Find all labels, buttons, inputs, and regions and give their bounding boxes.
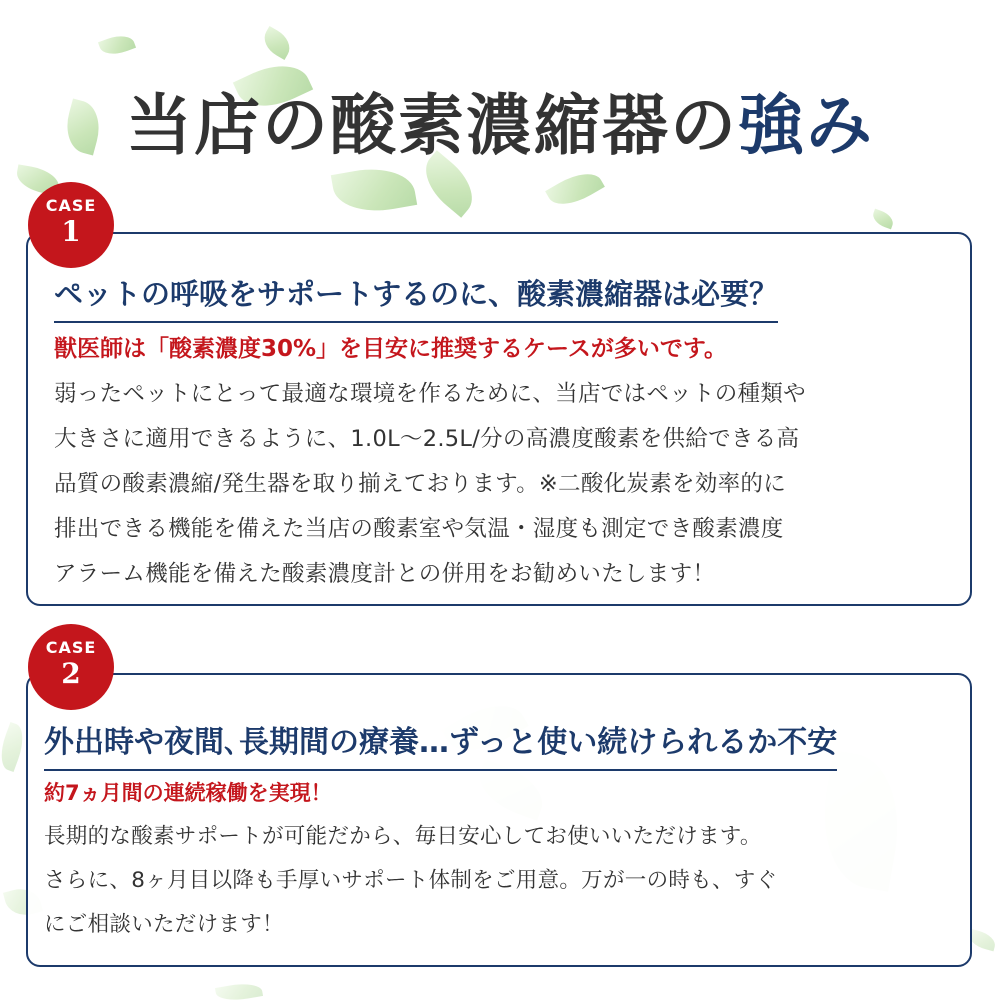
case-2-badge-label: CASE (45, 638, 97, 657)
case-1-heading: ペットの呼吸をサポートするのに、酸素濃縮器は必要？ (54, 272, 778, 323)
case-1-card (26, 232, 972, 606)
case-2-badge (28, 624, 114, 710)
case-1-body-line: 品質の酸素濃縮/発生器を取り揃えております。※二酸化炭素を効率的に (54, 471, 787, 497)
case-2-body-line: にご相談いただけます！ (44, 912, 284, 937)
leaf-decoration (0, 722, 29, 772)
page-title-main: 当店の酸素濃縮器の (126, 86, 738, 164)
case-2-body-line: 長期的な酸素サポートが可能だから、毎日安心してお使いいただけます。 (44, 824, 762, 849)
case-2-heading: 外出時や夜間､長期間の療養…ずっと使い続けられるか不安 (44, 717, 837, 771)
leaf-decoration (545, 164, 605, 214)
case-1-badge-number: 1 (61, 215, 81, 248)
page-title (0, 72, 1000, 167)
case-1-badge-label: CASE (45, 196, 97, 215)
case-1-body-line: 弱ったペットにとって最適な環境を作るために、当店ではペットの種類や (54, 381, 806, 407)
case-1-body-line: 大きさに適用できるように、1.0L〜2.5L/分の高濃度酸素を供給できる高 (54, 426, 800, 452)
leaf-decoration (98, 31, 136, 60)
page-title-accent: 強み (738, 86, 874, 164)
case-1-badge (28, 182, 114, 268)
case-1-body-line: 排出できる機能を備えた当店の酸素室や気温・湿度も測定でき酸素濃度 (54, 516, 784, 542)
case-1-body (54, 372, 954, 597)
leaf-decoration (215, 980, 263, 1004)
case-1-highlight: 獣医師は「酸素濃度30%」を目安に推奨するケースが多いです。 (54, 336, 728, 362)
leaf-decoration (331, 161, 417, 218)
case-2-body (44, 815, 964, 947)
case-1-body-line: アラーム機能を備えた酸素濃度計との併用をお勧めいたします！ (54, 561, 716, 587)
case-2-highlight: 約7ヵ月間の連続稼働を実現！ (44, 781, 332, 805)
leaf-decoration (870, 209, 895, 230)
case-2-body-line: さらに、8ヶ月目以降も手厚いサポート体制をご用意。万が一の時も、すぐ (44, 868, 778, 893)
leaf-decoration (259, 26, 296, 60)
case-2-card (26, 673, 972, 967)
case-2-badge-number: 2 (61, 657, 81, 690)
